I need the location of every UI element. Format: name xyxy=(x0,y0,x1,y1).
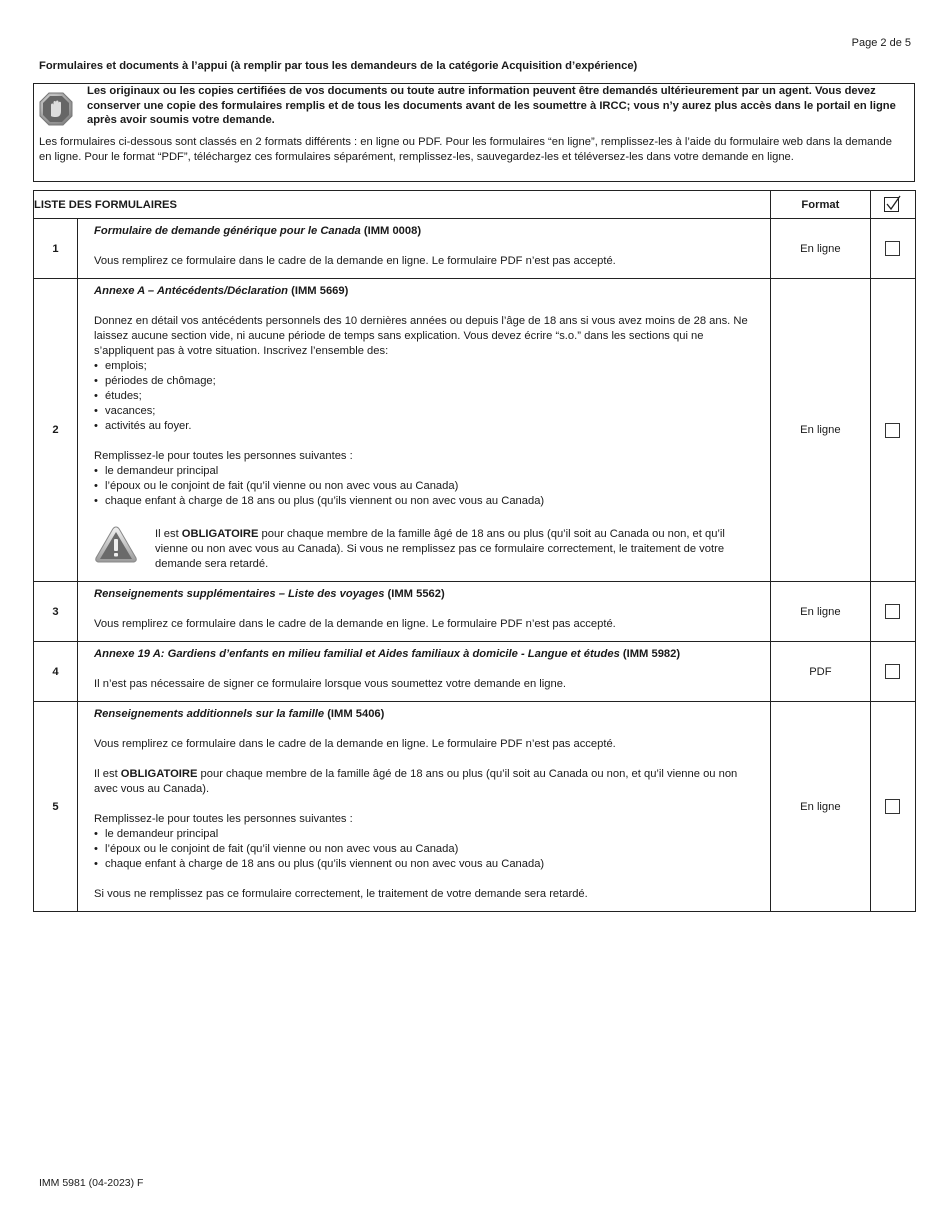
form-instruction: Vous remplirez ce formulaire dans le cadre de la demande en ligne. Le formulaire PDF n’est pas accepté. xyxy=(94,738,616,750)
section-title: Formulaires et documents à l’appui (à remplir par tous les demandeurs de la catégorie Acquisition d’expérience) xyxy=(39,60,638,72)
row-format: En ligne xyxy=(770,279,870,582)
mandatory-warning xyxy=(94,527,760,572)
form-title: Annexe 19 A: Gardiens d’enfants en milieu familial et Aides familiaux à domicile - Langue et études (IMM 5982) xyxy=(94,648,681,660)
page-number: Page 2 de 5 xyxy=(851,37,911,49)
table-row xyxy=(34,702,916,912)
row-number: 4 xyxy=(34,642,78,702)
notice-warning-text: Les originaux ou les copies certifiées de vos documents ou toute autre information peuvent être demandés ultérieurement par un agent. Vous devez conserver une copie des formulaires remplis et de tous les documents avant de les soumettre à IRCC; vous n’y aurez plus accès dans le portail en ligne après avoir soumis votre demande. xyxy=(87,85,896,126)
list-item: • le demandeur principal xyxy=(94,464,760,479)
forms-table xyxy=(33,190,916,912)
form-title: Renseignements additionnels sur la famille (IMM 5406) xyxy=(94,708,385,720)
row-format: PDF xyxy=(770,642,870,702)
table-header xyxy=(34,191,916,219)
persons-intro: Remplissez-le pour toutes les personnes suivantes : xyxy=(94,450,353,462)
list-item: • études; xyxy=(94,389,760,404)
form-instruction: Vous remplirez ce formulaire dans le cadre de la demande en ligne. Le formulaire PDF n’est pas accepté. xyxy=(94,618,616,630)
row-checkbox[interactable] xyxy=(885,241,900,256)
persons-list xyxy=(94,464,760,509)
form-instruction: Vous remplirez ce formulaire dans le cadre de la demande en ligne. Le formulaire PDF n’est pas accepté. xyxy=(94,255,616,267)
row-description xyxy=(78,279,771,582)
header-form-list: LISTE DES FORMULAIRES xyxy=(34,191,771,219)
form-instruction: Il n’est pas nécessaire de signer ce formulaire lorsque vous soumettez votre demande en ligne. xyxy=(94,678,567,690)
row-description xyxy=(78,219,771,279)
list-item: • activités au foyer. xyxy=(94,419,760,434)
row-checkbox[interactable] xyxy=(885,604,900,619)
row-description xyxy=(78,702,771,912)
form-title: Formulaire de demande générique pour le Canada (IMM 0008) xyxy=(94,225,422,237)
header-format: Format xyxy=(770,191,870,219)
row-description xyxy=(78,642,771,702)
row-checkbox[interactable] xyxy=(885,664,900,679)
list-item: • vacances; xyxy=(94,404,760,419)
delay-warning-text: Si vous ne remplissez pas ce formulaire correctement, le traitement de votre demande sera retardé. xyxy=(94,888,588,900)
list-item: • le demandeur principal xyxy=(94,827,760,842)
row-checkbox[interactable] xyxy=(885,423,900,438)
list-item: • l’époux ou le conjoint de fait (qu’il vienne ou non avec vous au Canada) xyxy=(94,842,760,857)
row-description xyxy=(78,582,771,642)
row-format: En ligne xyxy=(770,219,870,279)
table-row xyxy=(34,642,916,702)
list-item: • chaque enfant à charge de 18 ans ou plus (qu’ils viennent ou non avec vous au Canada) xyxy=(94,857,760,872)
notice-info-text: Les formulaires ci-dessous sont classés en 2 formats différents : en ligne ou PDF. Pour les formulaires “en ligne”, remplissez-les à l’aide du formulaire web dans la demande en ligne. Pour le format “PDF”, téléchargez ces formulaires séparément, remplissez-les, sauvegardez-les et téléversez-les dans votre demande en ligne. xyxy=(39,136,892,163)
header-checkmark xyxy=(870,191,915,219)
table-row xyxy=(34,582,916,642)
form-code-footer: IMM 5981 (04-2023) F xyxy=(39,1177,144,1189)
notice-box xyxy=(33,83,915,182)
list-item: • chaque enfant à charge de 18 ans ou plus (qu’ils viennent ou non avec vous au Canada) xyxy=(94,494,760,509)
table-row xyxy=(34,219,916,279)
row-format: En ligne xyxy=(770,582,870,642)
warning-triangle-icon xyxy=(94,525,138,565)
table-row xyxy=(34,279,916,582)
list-item: • périodes de chômage; xyxy=(94,374,760,389)
row-number: 3 xyxy=(34,582,78,642)
form-instruction: Donnez en détail vos antécédents personnels des 10 dernières années ou depuis l’âge de 18 ans si vous avez moins de 28 ans. Ne laissez aucune section vide, ni aucune période de temps sans explication. Vous devez écrire “s.o.” dans les sections qui ne s’appliquent pas à votre situation. Inscrivez l’ensemble des: xyxy=(94,315,748,357)
stop-hand-icon xyxy=(39,92,73,126)
list-item: • emplois; xyxy=(94,359,760,374)
row-checkbox[interactable] xyxy=(885,799,900,814)
list-item: • l’époux ou le conjoint de fait (qu’il vienne ou non avec vous au Canada) xyxy=(94,479,760,494)
persons-intro: Remplissez-le pour toutes les personnes suivantes : xyxy=(94,813,353,825)
row-number: 5 xyxy=(34,702,78,912)
row-number: 1 xyxy=(34,219,78,279)
row-number: 2 xyxy=(34,279,78,582)
checkbox-checked-icon xyxy=(884,195,901,212)
row-format: En ligne xyxy=(770,702,870,912)
warning-text: Il est OBLIGATOIRE pour chaque membre de la famille âgé de 18 ans ou plus (qu’il soit au Canada ou non, et qu’il vienne ou non avec vous au Canada). Si vous ne remplissez pas ce formulaire correctement, le traitement de votre demande sera retardé. xyxy=(155,528,725,570)
history-list xyxy=(94,359,760,434)
form-title: Renseignements supplémentaires – Liste des voyages (IMM 5562) xyxy=(94,588,445,600)
persons-list xyxy=(94,827,760,872)
form-title: Annexe A – Antécédents/Déclaration (IMM 5669) xyxy=(94,285,349,297)
mandatory-text: Il est OBLIGATOIRE pour chaque membre de la famille âgé de 18 ans ou plus (qu’il soit au Canada ou non, et qu’il vienne ou non avec vous au Canada). xyxy=(94,768,738,795)
